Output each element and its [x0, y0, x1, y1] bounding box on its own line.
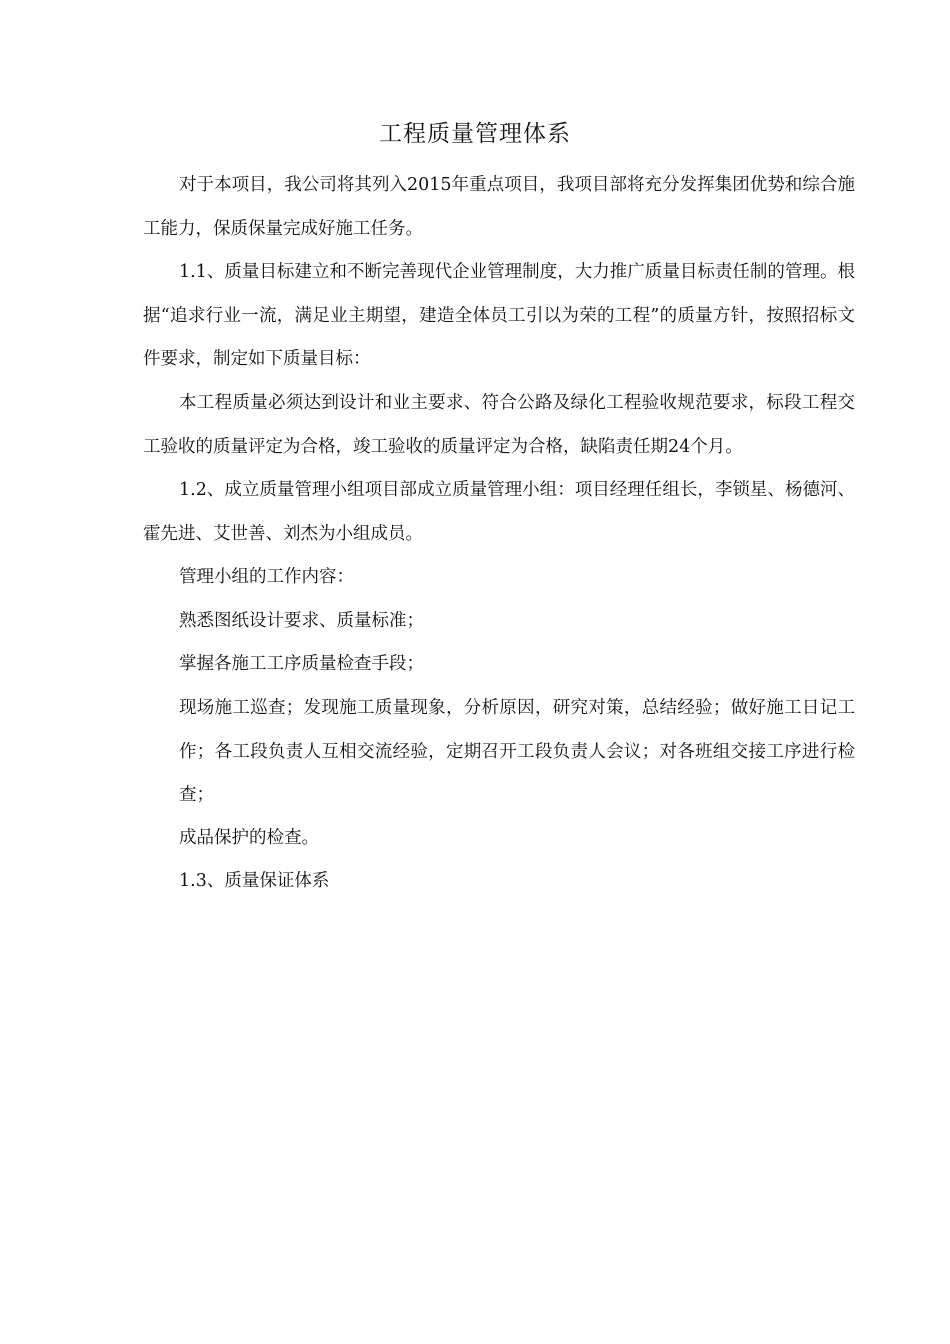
intro-paragraph: 对于本项目，我公司将其列入2015年重点项目，我项目部将充分发挥集团优势和综合施工能力，保质保量完成好施工任务。 — [143, 175, 855, 239]
work-item-3: 现场施工巡查；发现施工质量现象，分析原因，研究对策，总结经验；做好施工日记工作；各工段负责人互相交流经验，定期召开工段负责人会议；对各班组交接工序进行检查； — [179, 698, 855, 805]
document-title: 工程质量管理体系 — [379, 121, 571, 147]
work-item-4: 成品保护的检查。 — [179, 828, 319, 848]
team-work-heading: 管理小组的工作内容： — [179, 567, 354, 587]
quality-team-paragraph: 1.2、成立质量管理小组项目部成立质量管理小组：项目经理任组长，李锁星、杨德河、霍先进、艾世善、刘杰为小组成员。 — [143, 480, 855, 544]
quality-standard-paragraph: 本工程质量必须达到设计和业主要求、符合公路及绿化工程验收规范要求，标段工程交工验收的质量评定为合格，竣工验收的质量评定为合格，缺陷责任期24个月。 — [143, 393, 855, 457]
section-1-3-heading: 1.3、质量保证体系 — [179, 871, 330, 891]
quality-goal-paragraph: 1.1、质量目标建立和不断完善现代企业管理制度，大力推广质量目标责任制的管理。根据“追求行业一流，满足业主期望，建造全体员工引以为荣的工程”的质量方针，按照招标文件要求，制定如下质量目标： — [143, 262, 855, 369]
work-item-2: 掌握各施工工序质量检查手段； — [179, 654, 424, 674]
work-item-1: 熟悉图纸设计要求、质量标准； — [179, 611, 424, 631]
